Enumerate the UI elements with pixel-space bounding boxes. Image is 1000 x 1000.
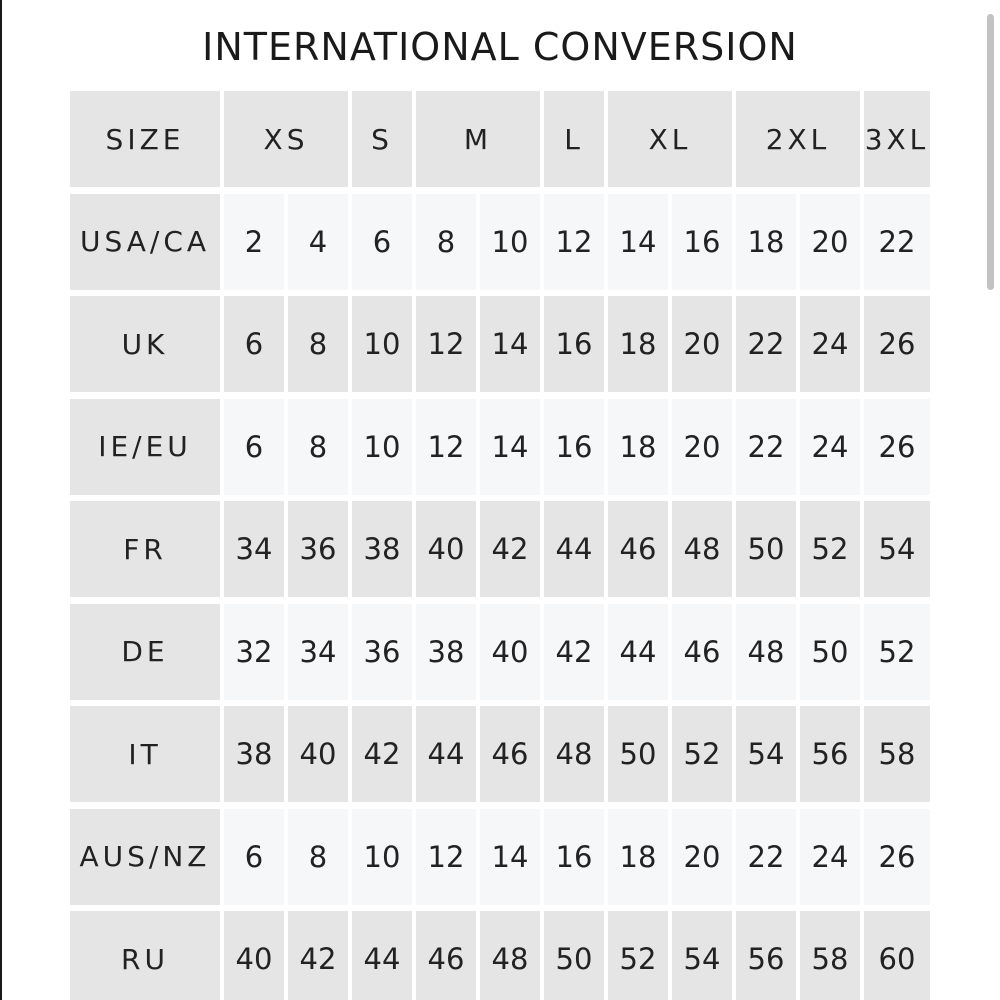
table-cell: 44 <box>608 604 668 700</box>
table-cell: 12 <box>416 809 476 905</box>
table-cell: 6 <box>352 194 412 290</box>
table-cell: 52 <box>864 604 930 700</box>
table-cell: 12 <box>416 399 476 495</box>
table-cell: 12 <box>544 194 604 290</box>
table-cell: 44 <box>352 911 412 1000</box>
table-cell: 40 <box>224 911 284 1000</box>
table-cell: 38 <box>416 604 476 700</box>
table-cell: 46 <box>416 911 476 1000</box>
page-title: INTERNATIONAL CONVERSION <box>202 25 798 69</box>
table-cell: 20 <box>672 809 732 905</box>
table-cell: 48 <box>736 604 796 700</box>
table-cell: 2 <box>224 194 284 290</box>
table-cell: 22 <box>864 194 930 290</box>
table-cell: 58 <box>800 911 860 1000</box>
table-cell: 26 <box>864 296 930 392</box>
table-cell: 26 <box>864 399 930 495</box>
table-cell: 14 <box>480 399 540 495</box>
table-cell: 42 <box>352 706 412 802</box>
table-cell: 44 <box>544 501 604 597</box>
table-cell: 46 <box>672 604 732 700</box>
table-cell: 38 <box>224 706 284 802</box>
table-cell: 40 <box>288 706 348 802</box>
scrollbar[interactable] <box>984 0 996 1000</box>
table-cell: 14 <box>480 809 540 905</box>
table-cell: 50 <box>608 706 668 802</box>
table-cell: 56 <box>800 706 860 802</box>
table-cell: 46 <box>480 706 540 802</box>
table-cell: 38 <box>352 501 412 597</box>
table-cell: 20 <box>672 399 732 495</box>
row-label-uk: UK <box>70 296 220 392</box>
table-cell: 10 <box>352 809 412 905</box>
table-cell: 56 <box>736 911 796 1000</box>
table-cell: 20 <box>800 194 860 290</box>
table-cell: 34 <box>224 501 284 597</box>
header-size-m: M <box>416 91 540 187</box>
header-size-l: L <box>544 91 604 187</box>
table-cell: 48 <box>544 706 604 802</box>
table-cell: 6 <box>224 296 284 392</box>
table-cell: 52 <box>608 911 668 1000</box>
row-label-ie-eu: IE/EU <box>70 399 220 495</box>
table-cell: 12 <box>416 296 476 392</box>
table-cell: 24 <box>800 399 860 495</box>
row-label-aus-nz: AUS/NZ <box>70 809 220 905</box>
table-cell: 10 <box>352 296 412 392</box>
table-cell: 14 <box>608 194 668 290</box>
header-size-3xl: 3XL <box>864 91 930 187</box>
table-cell: 40 <box>480 604 540 700</box>
table-cell: 24 <box>800 809 860 905</box>
table-cell: 26 <box>864 809 930 905</box>
table-cell: 10 <box>352 399 412 495</box>
table-cell: 54 <box>672 911 732 1000</box>
table-cell: 46 <box>608 501 668 597</box>
header-size-xs: XS <box>224 91 348 187</box>
table-cell: 36 <box>352 604 412 700</box>
table-cell: 50 <box>736 501 796 597</box>
table-cell: 16 <box>544 296 604 392</box>
table-cell: 36 <box>288 501 348 597</box>
table-cell: 16 <box>672 194 732 290</box>
table-cell: 54 <box>864 501 930 597</box>
table-cell: 18 <box>608 296 668 392</box>
table-cell: 58 <box>864 706 930 802</box>
table-cell: 18 <box>608 399 668 495</box>
table-cell: 52 <box>800 501 860 597</box>
table-cell: 8 <box>416 194 476 290</box>
table-cell: 40 <box>416 501 476 597</box>
table-cell: 54 <box>736 706 796 802</box>
table-cell: 48 <box>672 501 732 597</box>
header-size-2xl: 2XL <box>736 91 860 187</box>
table-cell: 52 <box>672 706 732 802</box>
table-cell: 42 <box>480 501 540 597</box>
table-cell: 8 <box>288 399 348 495</box>
table-cell: 44 <box>416 706 476 802</box>
table-cell: 34 <box>288 604 348 700</box>
table-cell: 22 <box>736 399 796 495</box>
left-border <box>0 0 2 1000</box>
size-conversion-table <box>70 91 936 1000</box>
table-cell: 8 <box>288 809 348 905</box>
table-cell: 18 <box>608 809 668 905</box>
table-cell: 4 <box>288 194 348 290</box>
table-cell: 22 <box>736 809 796 905</box>
table-cell: 16 <box>544 399 604 495</box>
table-cell: 42 <box>288 911 348 1000</box>
table-cell: 18 <box>736 194 796 290</box>
scrollbar-thumb[interactable] <box>987 14 994 290</box>
table-cell: 6 <box>224 399 284 495</box>
table-cell: 8 <box>288 296 348 392</box>
table-cell: 16 <box>544 809 604 905</box>
table-cell: 24 <box>800 296 860 392</box>
row-label-de: DE <box>70 604 220 700</box>
header-size-label: SIZE <box>70 91 220 187</box>
row-label-ru: RU <box>70 911 220 1000</box>
table-cell: 14 <box>480 296 540 392</box>
table-cell: 20 <box>672 296 732 392</box>
table-cell: 42 <box>544 604 604 700</box>
row-label-fr: FR <box>70 501 220 597</box>
row-label-it: IT <box>70 706 220 802</box>
header-size-s: S <box>352 91 412 187</box>
header-size-xl: XL <box>608 91 732 187</box>
table-cell: 32 <box>224 604 284 700</box>
table-cell: 6 <box>224 809 284 905</box>
table-cell: 10 <box>480 194 540 290</box>
table-cell: 50 <box>544 911 604 1000</box>
table-cell: 50 <box>800 604 860 700</box>
table-cell: 60 <box>864 911 930 1000</box>
row-label-usa-ca: USA/CA <box>70 194 220 290</box>
table-cell: 22 <box>736 296 796 392</box>
table-cell: 48 <box>480 911 540 1000</box>
